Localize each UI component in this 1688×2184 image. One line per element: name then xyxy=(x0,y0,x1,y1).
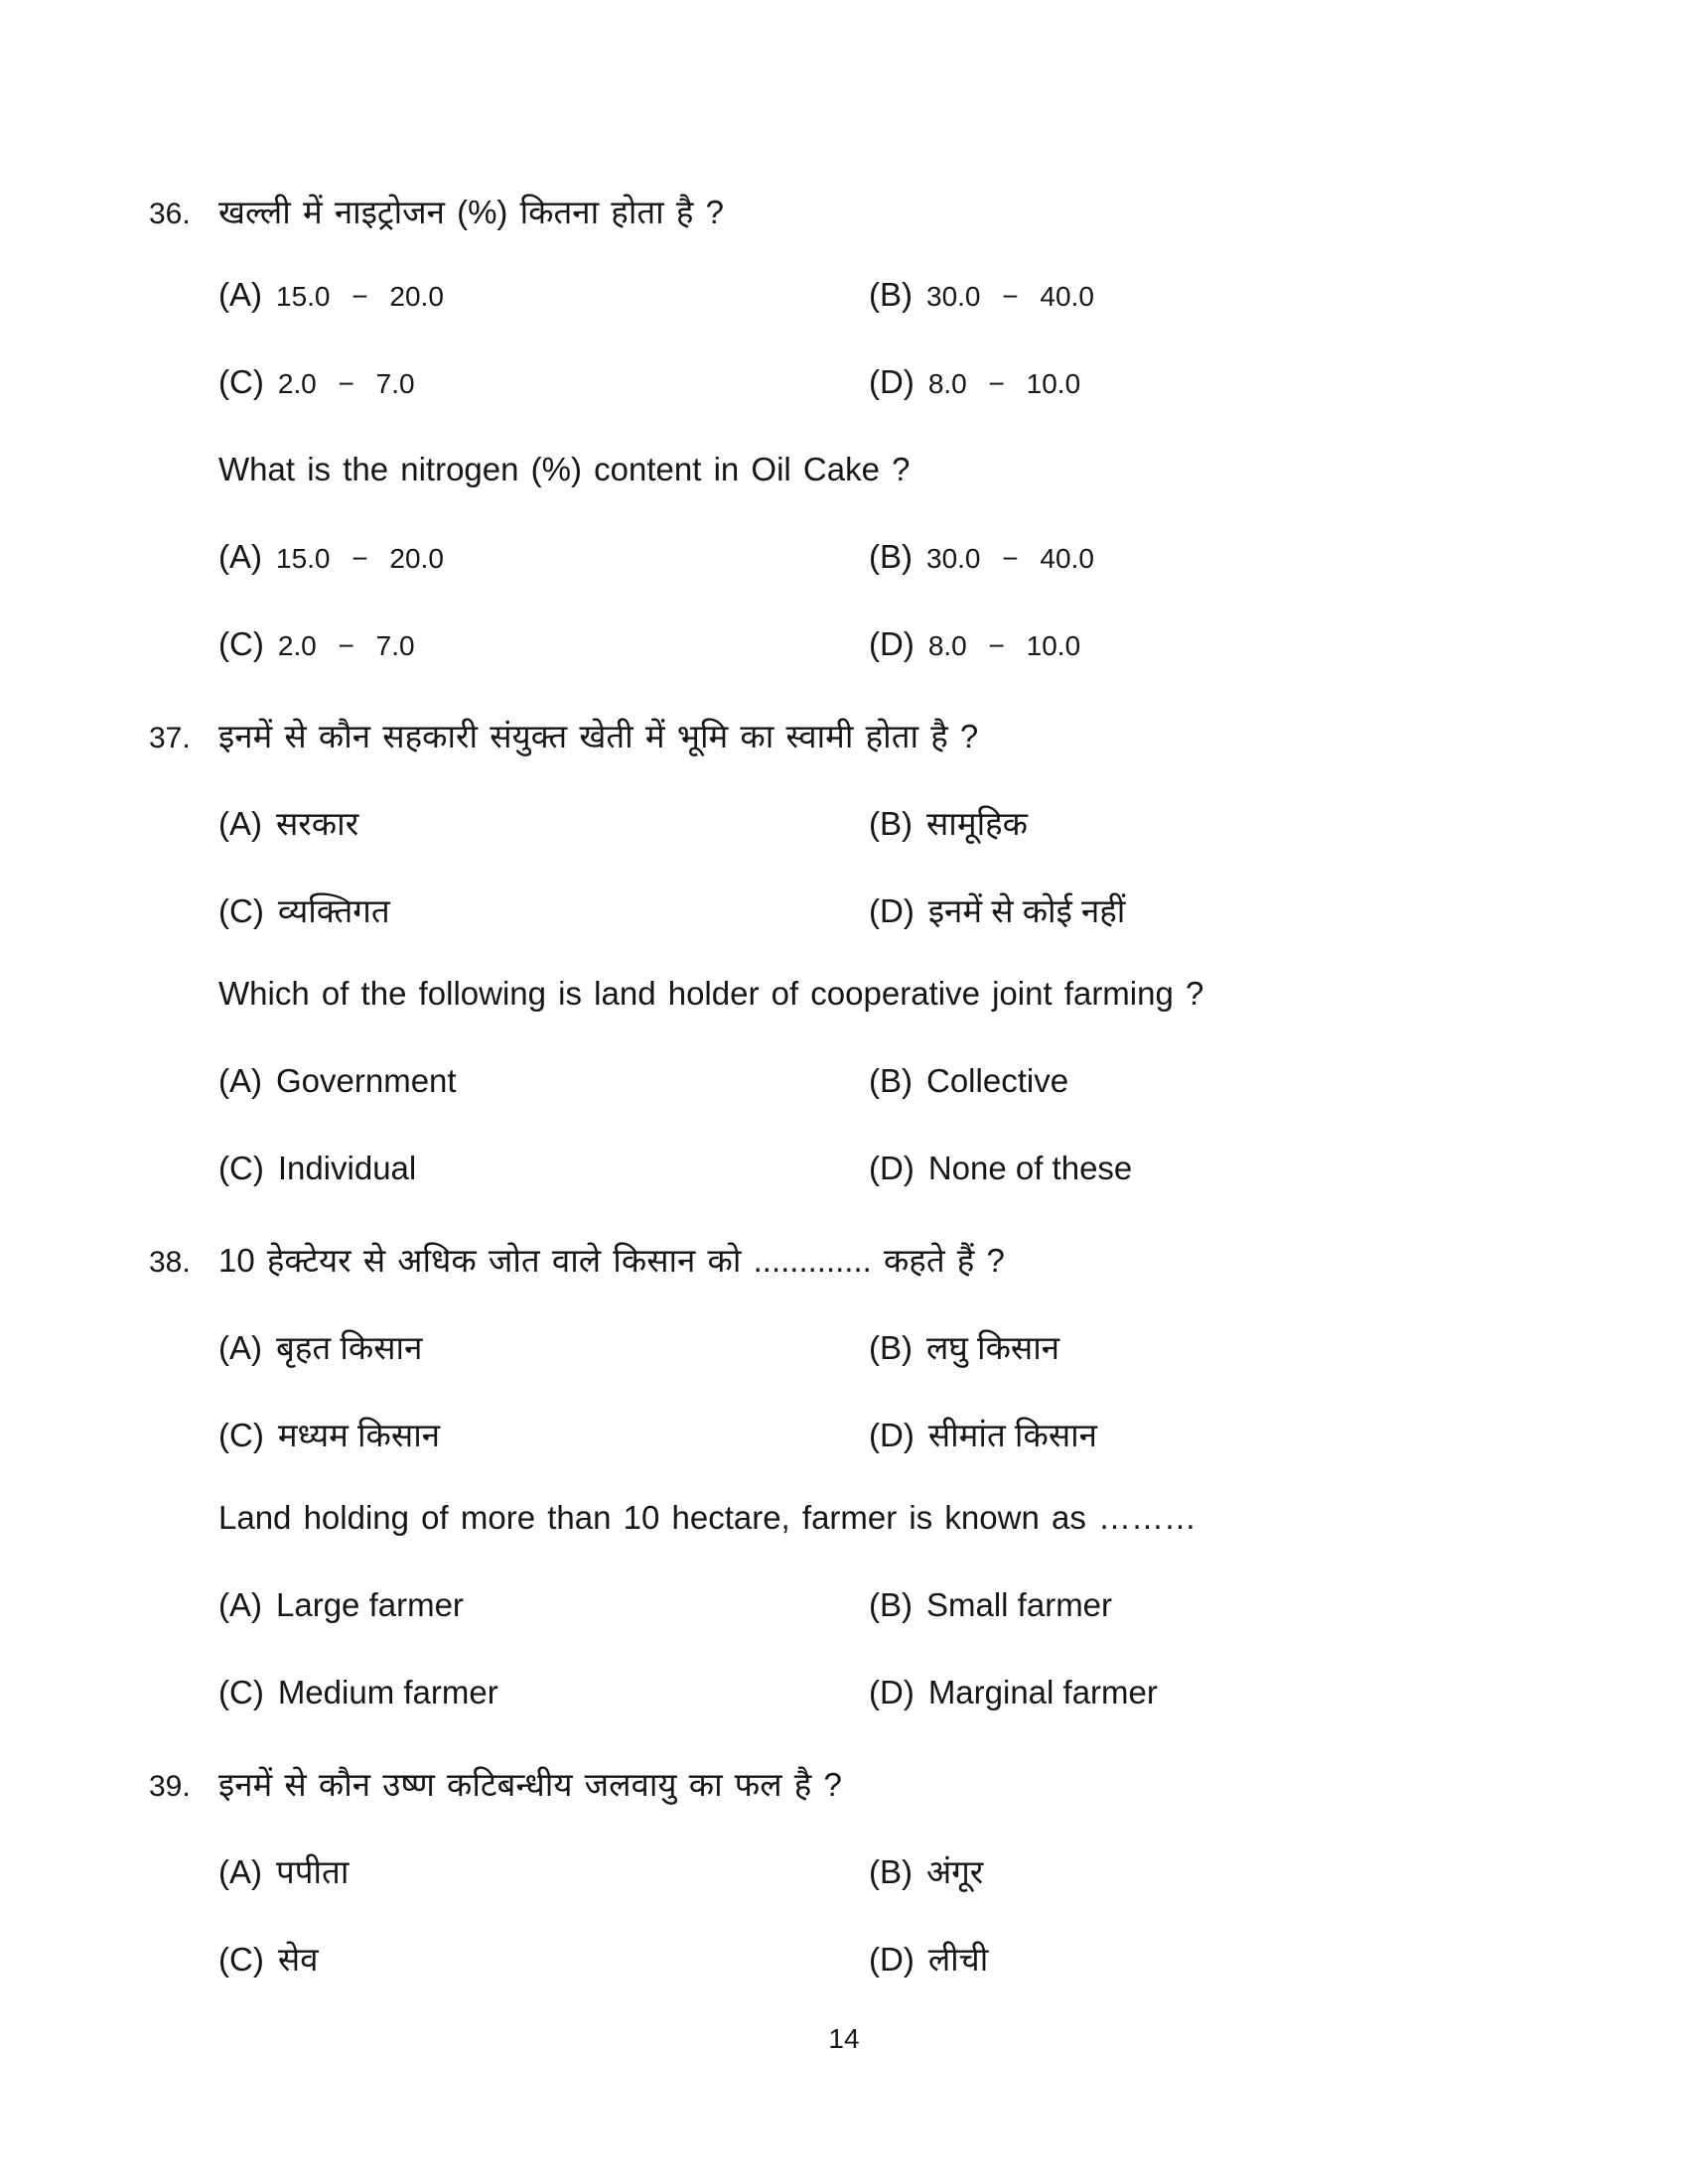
option xyxy=(218,538,869,576)
option xyxy=(218,1062,869,1100)
option-label: (A) xyxy=(218,276,262,313)
option-label: (D) xyxy=(869,1941,914,1978)
option-label: (B) xyxy=(869,276,913,313)
option-label: (A) xyxy=(218,805,262,842)
option-text: 15.0 − 20.0 xyxy=(276,281,444,312)
question-row xyxy=(0,713,1688,800)
option-text: सरकार xyxy=(276,805,359,842)
options-row xyxy=(0,1324,1688,1412)
option xyxy=(869,625,1080,663)
option-text: Collective xyxy=(926,1062,1069,1099)
option-text: 2.0 − 7.0 xyxy=(277,368,415,399)
options-row xyxy=(0,1936,1688,2023)
option xyxy=(869,1150,1132,1187)
option-text: 8.0 − 10.0 xyxy=(927,368,1081,399)
option-text: व्यक्तिगत xyxy=(277,892,390,929)
question-text: इनमें से कौन उष्ण कटिबन्धीय जलवायु का फल है ? xyxy=(218,1766,842,1803)
option xyxy=(218,887,869,932)
option-text: None of these xyxy=(927,1150,1133,1186)
option-label: (D) xyxy=(869,892,914,929)
questions-area xyxy=(0,189,1688,2023)
option-label: (D) xyxy=(869,363,914,400)
option-text: Individual xyxy=(277,1150,417,1186)
option-label: (C) xyxy=(218,1674,264,1710)
option-label: (B) xyxy=(869,1586,913,1623)
option xyxy=(218,276,869,314)
question-text: खल्ली में नाइट्रोजन (%) कितना होता है ? xyxy=(218,194,724,230)
option-text: 2.0 − 7.0 xyxy=(277,630,415,661)
option-text: अंगूर xyxy=(926,1853,984,1890)
option-label: (A) xyxy=(218,1329,262,1366)
options-row xyxy=(0,800,1688,887)
option xyxy=(218,1674,869,1711)
option-text: Medium farmer xyxy=(277,1674,498,1710)
question-number: 36. xyxy=(149,198,191,230)
question-number: 39. xyxy=(149,1770,191,1803)
option xyxy=(218,1936,869,1980)
options-row xyxy=(0,1412,1688,1499)
option xyxy=(869,800,1028,845)
option xyxy=(869,1062,1068,1100)
option xyxy=(869,1848,983,1893)
option-label: (B) xyxy=(869,1329,913,1366)
option-text: सेव xyxy=(277,1941,319,1978)
option-text: 30.0 − 40.0 xyxy=(926,281,1094,312)
question-text: 10 हेक्टेयर से अधिक जोत वाले किसान को ............. कहते हैं ? xyxy=(218,1242,1005,1279)
option-text: लघु किसान xyxy=(926,1329,1060,1366)
option xyxy=(218,800,869,845)
option-label: (C) xyxy=(218,1150,264,1186)
options-row xyxy=(0,1062,1688,1150)
option-text: सीमांत किसान xyxy=(927,1417,1097,1453)
option xyxy=(869,538,1094,576)
option-label: (C) xyxy=(218,1417,264,1453)
option-label: (D) xyxy=(869,1674,914,1710)
question-text: इनमें से कौन सहकारी संयुक्त खेती में भूमि का स्वामी होता है ? xyxy=(218,718,979,754)
question-row xyxy=(0,451,1688,538)
option-label: (A) xyxy=(218,1586,262,1623)
question-text: Land holding of more than 10 hectare, farmer is known as ……… xyxy=(218,1499,1196,1536)
option xyxy=(218,1848,869,1893)
options-row xyxy=(0,363,1688,451)
option xyxy=(218,1412,869,1456)
option-label: (C) xyxy=(218,625,264,662)
option-text: मध्यम किसान xyxy=(277,1417,441,1453)
option xyxy=(869,1936,988,1980)
option-label: (D) xyxy=(869,1150,914,1186)
option-label: (A) xyxy=(218,538,262,575)
option-label: (A) xyxy=(218,1853,262,1890)
option xyxy=(869,1674,1158,1711)
question-text: What is the nitrogen (%) content in Oil Cake ? xyxy=(218,451,911,487)
option xyxy=(218,363,869,401)
option-text: Large farmer xyxy=(276,1586,464,1623)
question-number: 38. xyxy=(149,1246,191,1279)
option xyxy=(869,1586,1112,1624)
option xyxy=(869,1324,1059,1369)
question-row xyxy=(0,975,1688,1062)
option-text: बृहत किसान xyxy=(276,1329,423,1366)
options-row xyxy=(0,1848,1688,1936)
question-text: Which of the following is land holder of cooperative joint farming ? xyxy=(218,975,1204,1012)
option-text: लीची xyxy=(927,1941,989,1978)
option xyxy=(218,1324,869,1369)
question-row xyxy=(0,189,1688,276)
option-label: (A) xyxy=(218,1062,262,1099)
options-row xyxy=(0,1674,1688,1761)
option-label: (D) xyxy=(869,625,914,662)
option-text: Small farmer xyxy=(926,1586,1113,1623)
option-text: सामूहिक xyxy=(926,805,1029,842)
option xyxy=(869,887,1125,932)
option xyxy=(869,1412,1097,1456)
page-number: 14 xyxy=(828,2023,860,2054)
option-label: (C) xyxy=(218,892,264,929)
option-label: (C) xyxy=(218,1941,264,1978)
option xyxy=(218,1150,869,1187)
question-row xyxy=(0,1499,1688,1586)
question-number: 37. xyxy=(149,722,191,754)
option-text: 30.0 − 40.0 xyxy=(926,543,1094,574)
option xyxy=(218,1586,869,1624)
option-label: (B) xyxy=(869,1853,913,1890)
options-row xyxy=(0,538,1688,625)
option-label: (B) xyxy=(869,1062,913,1099)
option xyxy=(869,363,1080,401)
option-text: 8.0 − 10.0 xyxy=(927,630,1081,661)
option-text: 15.0 − 20.0 xyxy=(276,543,444,574)
options-row xyxy=(0,1586,1688,1674)
option xyxy=(869,276,1094,314)
option-label: (D) xyxy=(869,1417,914,1453)
option-text: Marginal farmer xyxy=(927,1674,1158,1710)
option-label: (B) xyxy=(869,538,913,575)
option-text: Government xyxy=(276,1062,457,1099)
question-row xyxy=(0,1761,1688,1848)
option xyxy=(218,625,869,663)
options-row xyxy=(0,276,1688,363)
option-label: (C) xyxy=(218,363,264,400)
options-row xyxy=(0,1150,1688,1237)
option-text: इनमें से कोई नहीं xyxy=(927,892,1126,929)
option-label: (B) xyxy=(869,805,913,842)
options-row xyxy=(0,625,1688,713)
option-text: पपीता xyxy=(276,1853,350,1890)
options-row xyxy=(0,887,1688,975)
question-row xyxy=(0,1237,1688,1324)
